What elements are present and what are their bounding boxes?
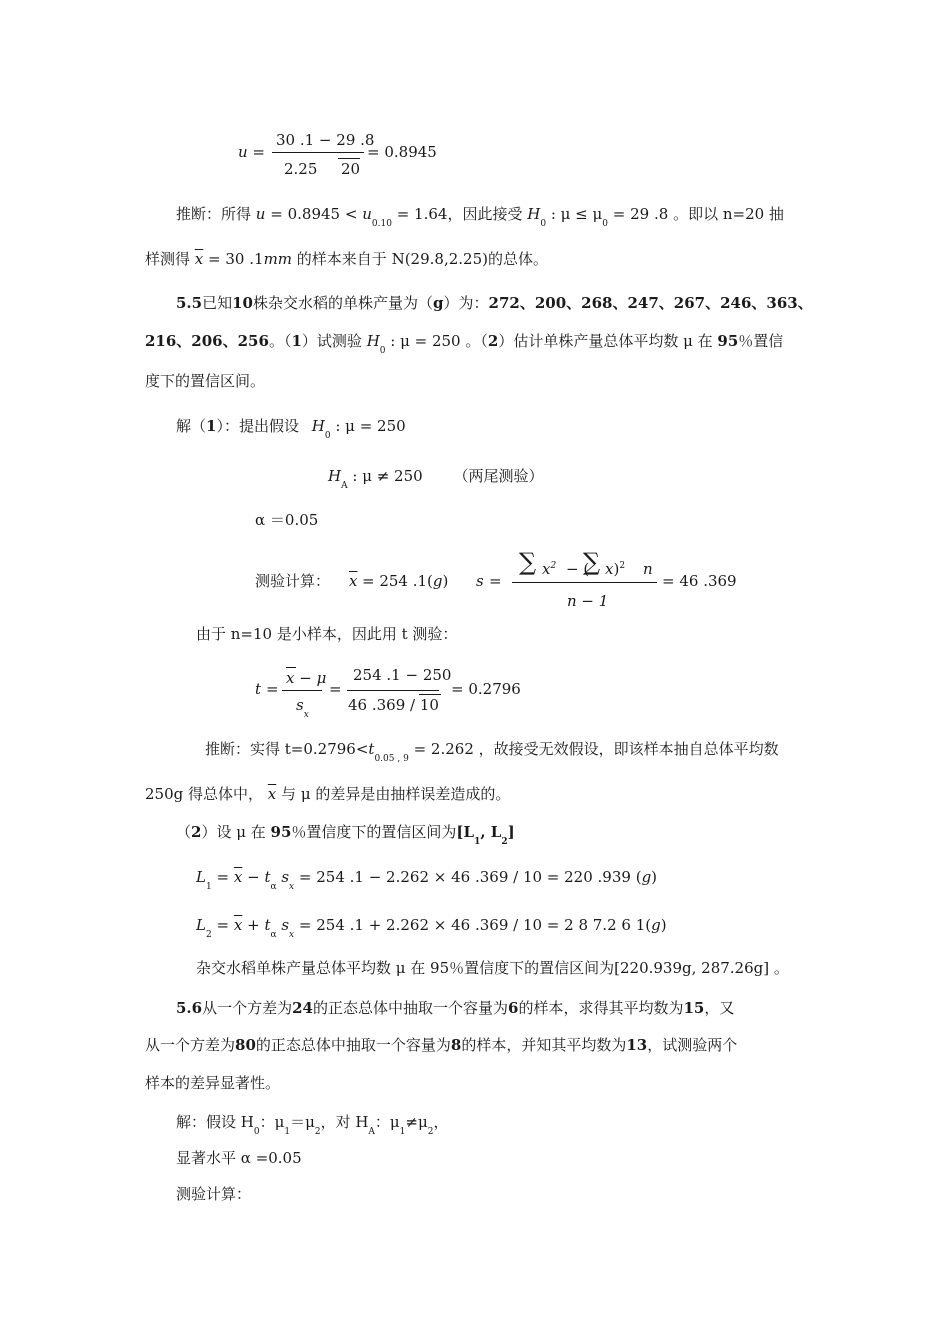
text: ≠μ	[405, 1113, 428, 1131]
number: 95	[717, 332, 739, 350]
equals: =	[489, 572, 502, 590]
var-h: H	[527, 205, 541, 223]
number: 1	[206, 417, 217, 435]
var-s: s	[476, 572, 484, 590]
t-num2: 254 .1 − 250	[353, 666, 452, 684]
text: −	[247, 868, 260, 886]
text: ＝μ	[290, 1113, 315, 1131]
problem-number: 5.6	[176, 999, 203, 1017]
text: 的正态总体中抽取一个容量为	[255, 1036, 451, 1054]
text: ）估计单株产量总体平均数 μ 在	[498, 332, 713, 350]
var-x	[542, 562, 556, 577]
denominator: n − 1	[567, 592, 609, 610]
text: )	[442, 572, 449, 590]
problem-5-6-line-3: 样本的差异显著性。	[145, 1074, 281, 1092]
text: = 2.262 ，故接受无效假设，即该样本抽自总体平均数	[413, 740, 779, 758]
number: 8	[450, 1036, 462, 1054]
u-den-b: 20	[341, 160, 361, 178]
number: 13	[626, 1036, 648, 1054]
u-den-a: 2.25	[284, 160, 318, 178]
overline	[286, 667, 296, 668]
var-xbar: $\overline{x}$	[233, 868, 243, 886]
var-t: t	[264, 916, 271, 934]
subscript: x	[289, 882, 295, 892]
text: =	[216, 868, 230, 886]
unit-g: g	[651, 916, 661, 934]
text: = 254 .1(	[362, 572, 433, 590]
var-s: s	[281, 916, 290, 934]
var-s: s	[296, 696, 304, 714]
superscript: 2	[619, 561, 626, 571]
t-den2: 46 .369 / 10	[348, 696, 439, 714]
calc-label-2: 测验计算：	[176, 1185, 252, 1203]
equals: =	[266, 680, 279, 698]
text: ，又	[704, 999, 735, 1017]
text: 的样本，并知其平均数为	[461, 1036, 627, 1054]
text: 250g 得总体中，	[145, 785, 264, 803]
text: =	[216, 916, 230, 934]
var-xbar: $\overline{x}$	[349, 572, 358, 590]
xbar-value	[362, 574, 448, 589]
part-2-heading	[176, 823, 515, 847]
fraction-line	[347, 690, 439, 691]
number: 2	[191, 823, 202, 841]
var-t: t	[368, 740, 375, 758]
subscript: α	[270, 882, 277, 892]
text: 株杂交水稻的单株产量为（	[253, 294, 434, 312]
u-result: = 0.8945	[367, 143, 437, 161]
subscript: 2	[427, 1127, 434, 1137]
subscript: x	[289, 930, 295, 940]
inference-line-2	[145, 252, 548, 267]
sigma-icon: ∑	[519, 548, 537, 576]
equals: =	[329, 680, 342, 698]
text: = 1.64，因此接受	[396, 205, 523, 223]
x-close	[605, 562, 625, 577]
text: : μ ≤ μ	[550, 205, 603, 223]
sigma-icon: ∑	[583, 548, 601, 576]
var-s	[296, 696, 309, 720]
t-numerator: x − μ	[286, 669, 327, 687]
var-t: t	[264, 868, 271, 886]
text: 样测得	[145, 250, 191, 268]
text: = 254 .1 − 2.262 × 46 .369 / 10 = 220 .939 (	[298, 868, 642, 886]
text: )	[613, 560, 620, 578]
fraction-line	[282, 690, 322, 691]
text: ）：提出假设	[216, 417, 299, 435]
text: = 30 .1	[208, 250, 264, 268]
text: ，试测验两个	[647, 1036, 738, 1054]
subscript: 0.10	[371, 219, 392, 229]
number: 10	[232, 294, 253, 312]
text: )	[660, 916, 667, 934]
text: +	[247, 916, 260, 934]
subscript: 0	[540, 219, 547, 229]
unit-g: g	[641, 868, 652, 886]
var-u: u	[362, 205, 372, 223]
text: （	[176, 823, 192, 841]
text: : μ = 250 。（	[390, 332, 488, 350]
var-s: s	[281, 868, 290, 886]
var-xbar: $\overline{x}$	[267, 785, 277, 803]
l2-equation	[196, 916, 667, 940]
text: ％置信	[738, 332, 784, 350]
text: )	[651, 868, 658, 886]
number: 6	[508, 999, 519, 1017]
solution-1-h0	[176, 417, 406, 441]
problem-5-6-line-1	[176, 1001, 734, 1016]
subscript: 1	[474, 837, 481, 847]
sqrt-bar	[338, 158, 360, 159]
text: 的正态总体中抽取一个容量为	[313, 999, 509, 1017]
var-n: n	[643, 560, 653, 578]
small-sample-note: 由于 n=10 是小样本，因此用 t 测验：	[196, 625, 458, 643]
var-xbar: $\overline{x}$	[233, 916, 243, 934]
subscript: 2	[501, 837, 508, 847]
text: 已知	[202, 294, 233, 312]
calc-label: 测验计算：	[255, 572, 331, 590]
subscript: x	[303, 710, 309, 720]
text: 的样本来自于 N(29.8,2.25)的总体。	[296, 250, 548, 268]
var-l: L	[196, 916, 206, 934]
text: ：μ	[374, 1113, 400, 1131]
subscript: 1	[399, 1127, 406, 1137]
unit-mm: mm	[263, 250, 293, 268]
text: ）为：	[443, 294, 489, 312]
unit: g	[433, 294, 444, 312]
var-h: H	[328, 467, 342, 485]
var-h: H	[366, 332, 380, 350]
text: = 29 .8 。即以 n=20 抽	[612, 205, 784, 223]
problem-5-5-line-1	[176, 296, 813, 311]
significance-level: 显著水平 α =0.05	[176, 1149, 302, 1167]
text: ，对 H	[320, 1113, 369, 1131]
note: （两尾测验）	[453, 467, 544, 485]
unit-g: g	[432, 572, 443, 590]
problem-5-6-line-2	[145, 1038, 737, 1053]
s-result: = 46 .369	[662, 572, 737, 590]
problem-number: 5.5	[176, 294, 203, 312]
var-h: H	[311, 417, 325, 435]
text: 。（	[268, 332, 292, 350]
number: 24	[292, 999, 313, 1017]
number: 2	[487, 332, 499, 350]
u-numerator: 30 .1 − 29 .8	[276, 131, 375, 149]
text: 从一个方差为	[145, 1036, 236, 1054]
text: ％置信度下的置信区间为	[291, 823, 457, 841]
text: : μ ≠ 250	[352, 467, 423, 485]
inference2-line-2	[145, 787, 510, 802]
text: 推断：所得	[176, 205, 252, 223]
subscript: 0.05 , 9	[374, 754, 409, 764]
sqrt-bar	[419, 694, 441, 695]
subscript: α	[270, 930, 277, 940]
subscript: 2	[314, 1127, 321, 1137]
text: 解（	[176, 417, 207, 435]
text: 的样本，求得其平均数为	[518, 999, 684, 1017]
text: [L	[456, 823, 475, 841]
minus-paren: − (	[566, 560, 590, 578]
number: 1	[291, 332, 302, 350]
number: 15	[683, 999, 705, 1017]
text: , L	[480, 823, 502, 841]
subscript: 2	[205, 930, 212, 940]
subscript: A	[341, 481, 348, 491]
var-xbar: $\overline{x}$	[194, 250, 204, 268]
text: = 0.8945 <	[270, 205, 358, 223]
text: ：μ	[259, 1113, 285, 1131]
subscript: 0	[324, 431, 331, 441]
text: 从一个方差为	[202, 999, 293, 1017]
alpha-level: α ＝0.05	[255, 511, 319, 529]
text: ]	[507, 823, 515, 841]
l1-equation	[196, 868, 658, 892]
var-x: x	[542, 560, 551, 578]
subscript: 0	[253, 1127, 260, 1137]
text: : μ = 250	[335, 417, 406, 435]
inference2-line-1	[205, 740, 779, 764]
u-lhs: u =	[238, 143, 265, 161]
number: 95	[270, 823, 292, 841]
data-values: 216、206、256	[145, 332, 269, 350]
text: = 254 .1 + 2.262 × 46 .369 / 10 = 2 8 7.2 6 1(	[298, 916, 652, 934]
fraction-line	[272, 152, 364, 153]
t-result: = 0.2796	[451, 680, 521, 698]
superscript: 2	[550, 561, 557, 571]
var-l: L	[196, 868, 206, 886]
ci-conclusion: 杂交水稻单株产量总体平均数 μ 在 95％置信度下的置信区间为[220.939g, 287.26g] 。	[196, 959, 789, 977]
problem-5-5-line-2	[145, 332, 784, 356]
subscript: 0	[379, 346, 386, 356]
inference-line-1	[176, 205, 784, 229]
text: 解：假设 H	[176, 1113, 254, 1131]
subscript: 1	[284, 1127, 291, 1137]
text: ）设 μ 在	[201, 823, 266, 841]
subscript: 0	[602, 219, 609, 229]
text: ）试测验	[301, 332, 362, 350]
var-x: x	[605, 560, 614, 578]
var-t: t	[255, 680, 262, 698]
subscript: A	[368, 1127, 375, 1137]
hypothesis-ha	[328, 467, 544, 491]
number: 80	[235, 1036, 256, 1054]
fraction-line	[512, 582, 657, 583]
problem-5-5-line-3: 度下的置信区间。	[145, 372, 266, 390]
text: ，	[433, 1113, 449, 1131]
text: 与 μ 的差异是由抽样误差造成的。	[281, 785, 511, 803]
data-values: 272、200、268、247、267、246、363、	[488, 294, 813, 312]
var-u: u	[255, 205, 266, 223]
text: 推断：实得 t=0.2796<	[205, 740, 369, 758]
subscript: 1	[205, 882, 212, 892]
solution-5-6-hypothesis	[176, 1113, 449, 1137]
